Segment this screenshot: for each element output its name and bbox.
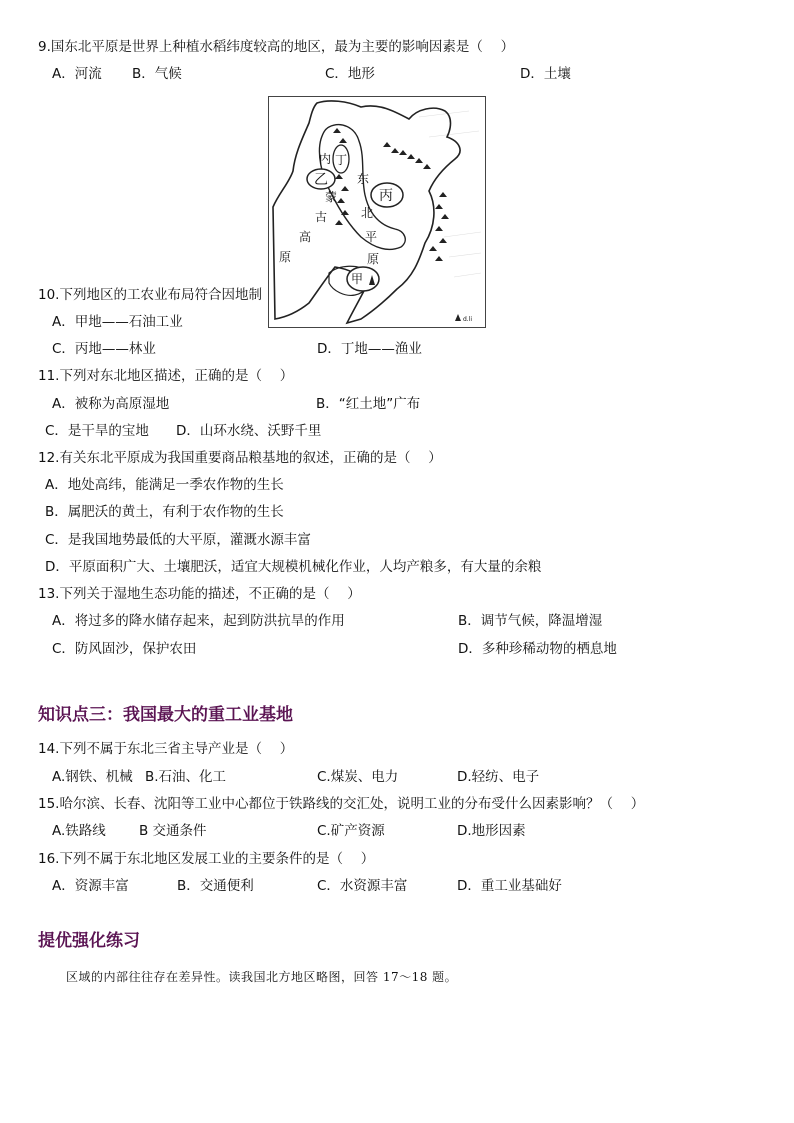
q9-option-d: D．土壤 xyxy=(520,66,571,82)
q13-option-d: D．多种珍稀动物的栖息地 xyxy=(458,641,617,657)
q10-option-a: A．甲地——石油工业 xyxy=(52,314,183,330)
mountain-symbols-north xyxy=(383,142,431,169)
map-label-dong: 东 xyxy=(357,172,370,186)
q9-option-a: A．河流 xyxy=(52,66,102,82)
q10-option-d: D．丁地——渔业 xyxy=(317,341,422,357)
q10-option-c: C．丙地——林业 xyxy=(52,341,156,357)
map-label-ding: 丁 xyxy=(335,153,348,167)
section-4-title: 提优强化练习 xyxy=(38,931,140,951)
map-label-ping: 平 xyxy=(365,230,378,244)
q11-option-a: A．被称为高原湿地 xyxy=(52,396,170,412)
q12-option-d: D．平原面积广大、土壤肥沃，适宜大规模机械化作业，人均产粮多，有大量的余粮 xyxy=(45,559,542,575)
q14-option-c: C.煤炭、电力 xyxy=(317,769,399,785)
q13-option-c: C．防风固沙，保护农田 xyxy=(52,641,197,657)
q15-option-b: B 交通条件 xyxy=(139,823,207,839)
map-label-yuan2: 原 xyxy=(367,252,380,266)
map-label-bei: 北 xyxy=(361,206,374,220)
map-label-bing: 丙 xyxy=(379,188,393,204)
map-legend: d.li xyxy=(463,316,473,323)
legend-oil-icon xyxy=(455,314,461,321)
q12-option-c: C．是我国地势最低的大平原，灌溉水源丰富 xyxy=(45,532,311,548)
q14-stem: 14.下列不属于东北三省主导产业是（ ） xyxy=(38,741,294,757)
q11-option-d: D．山环水绕、沃野千里 xyxy=(176,423,322,439)
q12-option-b: B．属肥沃的黄土，有利于农作物的生长 xyxy=(45,504,284,520)
section-3-title: 知识点三：我国最大的重工业基地 xyxy=(38,705,293,725)
map-label-jia: 甲 xyxy=(351,272,364,286)
northeast-map xyxy=(268,96,486,328)
map-label-nei: 内 xyxy=(319,152,332,166)
q14-option-b: B.石油、化工 xyxy=(145,769,227,785)
map-label-yi: 乙 xyxy=(314,172,328,188)
section-4-intro: 区域的内部往往存在差异性。读我国北方地区略图，回答 17～18 题。 xyxy=(66,970,458,984)
q12-option-a: A．地处高纬，能满足一季农作物的生长 xyxy=(45,477,284,493)
q11-option-c: C．是干旱的宝地 xyxy=(45,423,149,439)
q10-stem: 10.下列地区的工农业布局符合因地制 xyxy=(38,287,262,303)
q13-option-b: B．调节气候，降温增湿 xyxy=(458,613,603,629)
q9-option-b: B．气候 xyxy=(132,66,182,82)
q9-option-c: C．地形 xyxy=(325,66,375,82)
q14-option-d: D.轻纺、电子 xyxy=(457,769,540,785)
map-label-meng: 蒙 xyxy=(325,190,338,204)
q13-stem: 13.下列关于湿地生态功能的描述，不正确的是（ ） xyxy=(38,586,361,602)
q14-option-a: A.钢铁、机械 xyxy=(52,769,133,785)
q9-stem: 9.国东北平原是世界上种植水稻纬度较高的地区，最为主要的影响因素是（ ） xyxy=(38,39,515,55)
q12-stem: 12.有关东北平原成为我国重要商品粮基地的叙述，正确的是（ ） xyxy=(38,450,442,466)
q16-option-a: A．资源丰富 xyxy=(52,878,129,894)
q16-option-b: B．交通便利 xyxy=(177,878,254,894)
q13-option-a: A．将过多的降水储存起来，起到防洪抗旱的作用 xyxy=(52,613,345,629)
q15-option-a: A.铁路线 xyxy=(52,823,106,839)
northeast-map-svg xyxy=(269,97,485,327)
q16-option-c: C．水资源丰富 xyxy=(317,878,408,894)
q16-option-d: D．重工业基础好 xyxy=(457,878,562,894)
map-label-gu: 古 xyxy=(315,210,328,224)
q15-option-c: C.矿产资源 xyxy=(317,823,385,839)
q15-stem: 15.哈尔滨、长春、沈阳等工业中心都位于铁路线的交汇处，说明工业的分布受什么因素影响？（ ） xyxy=(38,796,645,812)
q16-stem: 16.下列不属于东北地区发展工业的主要条件的是（ ） xyxy=(38,851,375,867)
q15-option-d: D.地形因素 xyxy=(457,823,526,839)
map-label-gao: 高 xyxy=(299,230,312,244)
q11-option-b: B．“红土地”广布 xyxy=(316,396,421,412)
map-label-yuan: 原 xyxy=(279,250,292,264)
q11-stem: 11.下列对东北地区描述，正确的是（ ） xyxy=(38,368,294,384)
